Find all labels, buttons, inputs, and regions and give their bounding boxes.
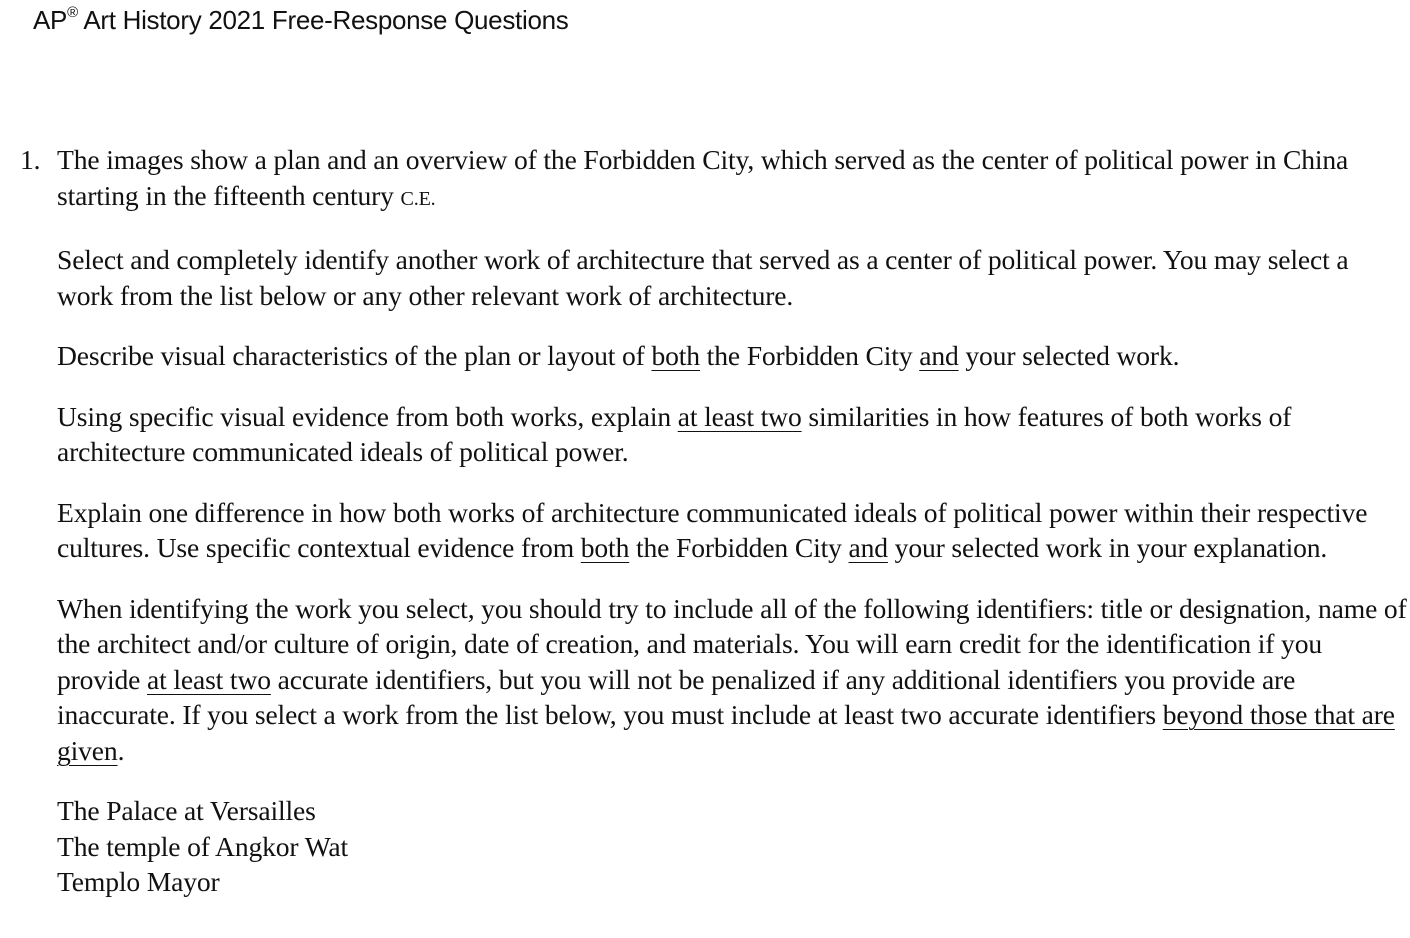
- text-segment: accurate identifiers, but you will not be penalized if any additional identifiers you provide are inaccurate. If you select a work from the list below, you must include at least two accurate identifiers: [57, 663, 1296, 730]
- underlined-text: both: [580, 532, 630, 563]
- prompt-intro: [57, 142, 1407, 217]
- prompt-difference: [57, 495, 1407, 566]
- underlined-text: beyond those that are given: [57, 699, 1395, 766]
- text-segment: .: [117, 734, 125, 766]
- header-title: Art History 2021 Free-Response Questions: [77, 5, 569, 35]
- text-segment: your selected work.: [958, 340, 1180, 371]
- text-segment: the Forbidden City: [629, 532, 849, 563]
- text-segment: similarities in how features of both works of architecture communicated ideals of political power.: [57, 400, 1292, 467]
- underlined-text: at least two: [147, 663, 271, 695]
- prompt-identifiers: [57, 591, 1407, 769]
- era-abbreviation: C.E.: [400, 187, 436, 210]
- list-item: Templo Mayor: [57, 866, 220, 897]
- page-header: [33, 5, 568, 36]
- prompt-similarities: [57, 399, 1407, 470]
- prompt-intro-text: The images show a plan and an overview of the Forbidden City, which served as the center of political power in China starting in the fifteenth century: [57, 144, 1349, 211]
- text-segment: Explain one difference in how both works of architecture communicated ideals of political power within their respective cultures. Use specific contextual evidence from: [57, 496, 1368, 563]
- text-segment: the Forbidden City: [699, 340, 920, 371]
- text-segment: When identifying the work you select, you should try to include all of the following identifiers: title or designation, name of the architect and/or culture of origin, date of creation, and materials. You will earn credit for the identification if you provide: [57, 592, 1407, 695]
- prompt-select: Select and completely identify another work of architecture that served as a center of political power. You may select a work from the list below or any other relevant work of architecture.: [57, 244, 1349, 311]
- registered-mark: ®: [67, 4, 78, 22]
- underlined-text: at least two: [677, 400, 802, 432]
- question-number: 1.: [20, 144, 41, 175]
- prompt-describe: [57, 338, 1407, 374]
- text-segment: Describe visual characteristics of the plan or layout of: [57, 340, 652, 371]
- list-item: The temple of Angkor Wat: [57, 830, 348, 862]
- underlined-text: and: [919, 340, 959, 371]
- underlined-text: and: [848, 532, 888, 563]
- header-ap: AP: [33, 5, 68, 35]
- text-segment: your selected work in your explanation.: [887, 532, 1328, 563]
- list-item: The Palace at Versailles: [57, 795, 316, 826]
- question-body: [57, 142, 1407, 900]
- text-segment: Using specific visual evidence from both works, explain: [57, 400, 678, 432]
- works-list: [57, 793, 1407, 900]
- underlined-text: both: [651, 340, 700, 371]
